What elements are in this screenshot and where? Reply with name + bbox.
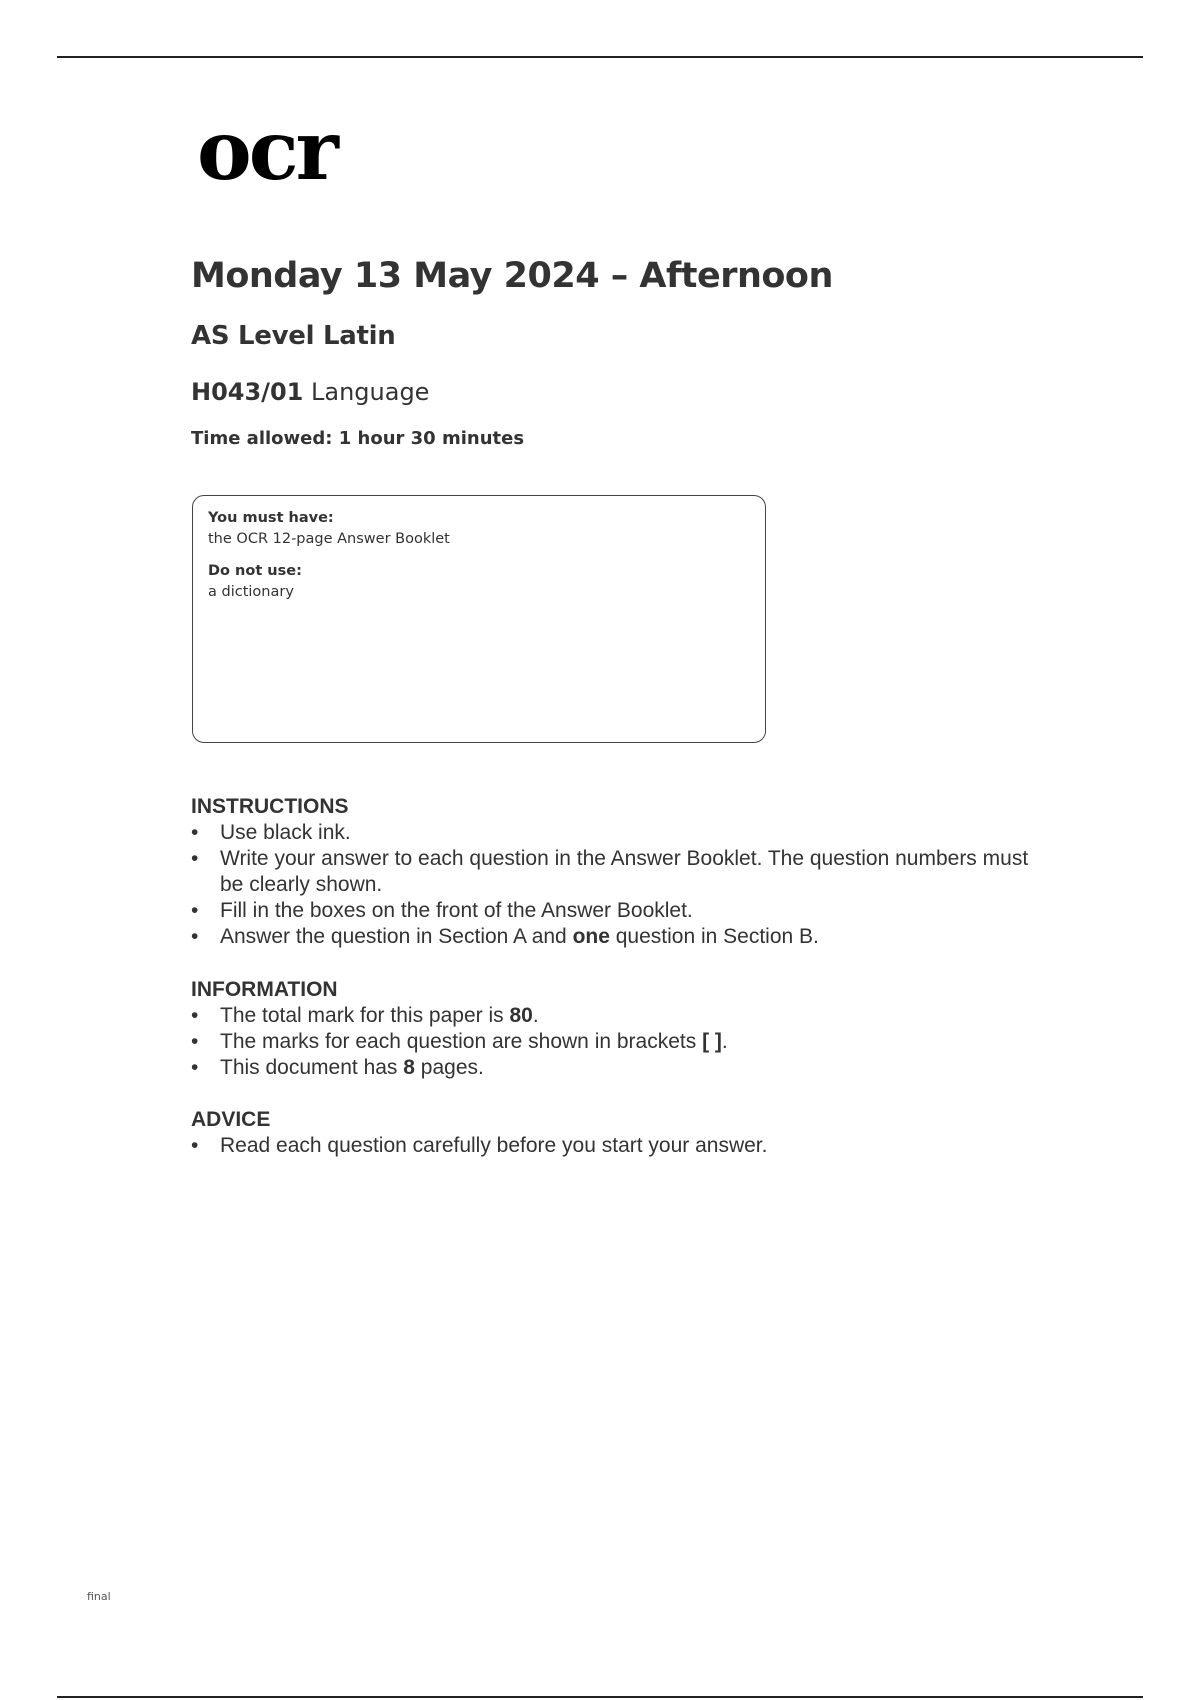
emphasis-text: one (572, 925, 610, 948)
item-text: The total mark for this paper is (220, 1004, 510, 1027)
advice-list (191, 1133, 1040, 1159)
ocr-logo: ocr (197, 103, 336, 199)
item-text: question in Section B. (609, 925, 819, 948)
information-heading: INFORMATION (191, 978, 338, 1001)
must-have-label: You must have: (208, 510, 334, 526)
instructions-section (191, 794, 1040, 950)
must-have-value: the OCR 12-page Answer Booklet (208, 531, 450, 547)
bullet-icon: • (191, 1004, 199, 1027)
emphasis-text: 80 (509, 1004, 533, 1027)
do-not-use-value: a dictionary (208, 584, 294, 600)
list-item (191, 1029, 1040, 1055)
exam-subject: AS Level Latin (191, 321, 396, 351)
list-item (191, 1055, 1040, 1081)
instructions-heading: INSTRUCTIONS (191, 795, 349, 818)
bullet-icon: • (191, 1056, 199, 1079)
item-text: Answer the question in Section A and (220, 925, 573, 948)
do-not-use-label: Do not use: (208, 563, 302, 579)
footer-label: final (87, 1590, 111, 1603)
paper-code: H043/01 (191, 378, 304, 406)
bullet-icon: • (191, 821, 199, 844)
item-text: . (721, 1030, 728, 1053)
item-text: This document has (220, 1056, 404, 1079)
list-item (191, 1003, 1040, 1029)
emphasis-text: 8 (403, 1056, 415, 1079)
exam-date: Monday 13 May 2024 – Afternoon (191, 256, 833, 296)
item-text: Use black ink. (220, 821, 351, 844)
bullet-icon: • (191, 1134, 199, 1157)
item-text: . (532, 1004, 539, 1027)
item-text: pages. (414, 1056, 484, 1079)
list-item (191, 898, 1040, 924)
list-item (191, 1133, 1040, 1159)
bullet-icon: • (191, 1030, 199, 1053)
paper-name: Language (311, 378, 430, 406)
emphasis-text: [ ] (702, 1030, 722, 1053)
paper-code-line (191, 378, 429, 406)
item-text: Fill in the boxes on the front of the Answer Booklet. (220, 899, 693, 922)
advice-heading: ADVICE (191, 1108, 271, 1131)
item-text: Write your answer to each question in the Answer Booklet. The question numbers must be clearly shown. (220, 847, 1029, 896)
top-rule (57, 56, 1143, 58)
advice-section (191, 1107, 1040, 1159)
bullet-icon: • (191, 899, 199, 922)
bottom-rule (57, 1696, 1143, 1698)
item-text: The marks for each question are shown in brackets (220, 1030, 703, 1053)
information-list (191, 1003, 1040, 1081)
time-allowed: Time allowed: 1 hour 30 minutes (191, 428, 525, 449)
list-item (191, 846, 1040, 898)
item-text: Read each question carefully before you start your answer. (220, 1134, 768, 1157)
instructions-list (191, 820, 1040, 950)
bullet-icon: • (191, 925, 199, 948)
requirements-box (192, 495, 766, 743)
list-item (191, 924, 1040, 950)
list-item (191, 820, 1040, 846)
bullet-icon: • (191, 847, 199, 870)
information-section (191, 977, 1040, 1081)
